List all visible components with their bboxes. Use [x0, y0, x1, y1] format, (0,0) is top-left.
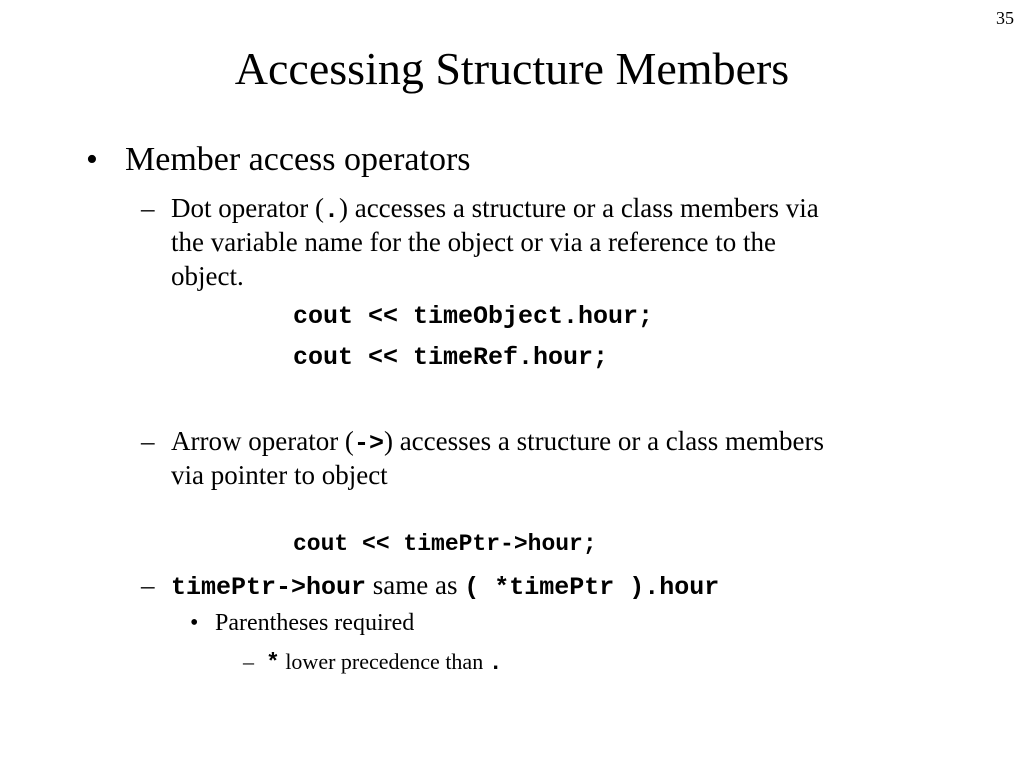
arrow-operator-text-pre: Arrow operator ( [171, 426, 354, 456]
dot-operator-text-post: ) accesses a structure or a class members via [338, 193, 819, 223]
dot-operator-code: . [323, 196, 339, 225]
arrow-operator-code: -> [353, 429, 384, 458]
code-line-time-ref: cout << timeRef.hour; [293, 343, 609, 372]
equivalence-code-b: ( *timePtr ).hour [464, 573, 720, 602]
precedence-text: lower precedence than [279, 649, 489, 674]
code-line-time-object: cout << timeObject.hour; [293, 302, 654, 331]
dot-operator-text-pre: Dot operator ( [171, 193, 324, 223]
dash-marker: – [141, 426, 155, 456]
dot-operator-line-1 [171, 192, 819, 227]
parentheses-required: Parentheses required [215, 610, 415, 636]
precedence-line [266, 649, 503, 676]
equivalence-text: same as [366, 570, 465, 600]
arrow-operator-line-1 [171, 425, 824, 460]
dash-marker: – [141, 193, 155, 223]
bullet-marker: • [86, 141, 98, 178]
bullet-marker: • [190, 610, 199, 636]
precedence-code-dot: . [488, 650, 503, 676]
slide-title: Accessing Structure Members [234, 43, 790, 94]
dash-marker: – [243, 649, 254, 674]
dash-marker: – [141, 570, 155, 600]
equivalence-code-a: timePtr->hour [171, 573, 367, 602]
equivalence-line [171, 569, 719, 604]
precedence-code-star: * [266, 650, 280, 676]
page-number: 35 [996, 8, 1014, 28]
code-line-time-ptr: cout << timePtr->hour; [293, 531, 597, 557]
bullet-member-access-operators: Member access operators [125, 141, 471, 178]
arrow-operator-line-2: via pointer to object [171, 460, 388, 490]
dot-operator-line-3: object. [171, 261, 244, 291]
dot-operator-line-2: the variable name for the object or via a reference to the [171, 227, 776, 257]
arrow-operator-text-post: ) accesses a structure or a class members [383, 426, 825, 456]
